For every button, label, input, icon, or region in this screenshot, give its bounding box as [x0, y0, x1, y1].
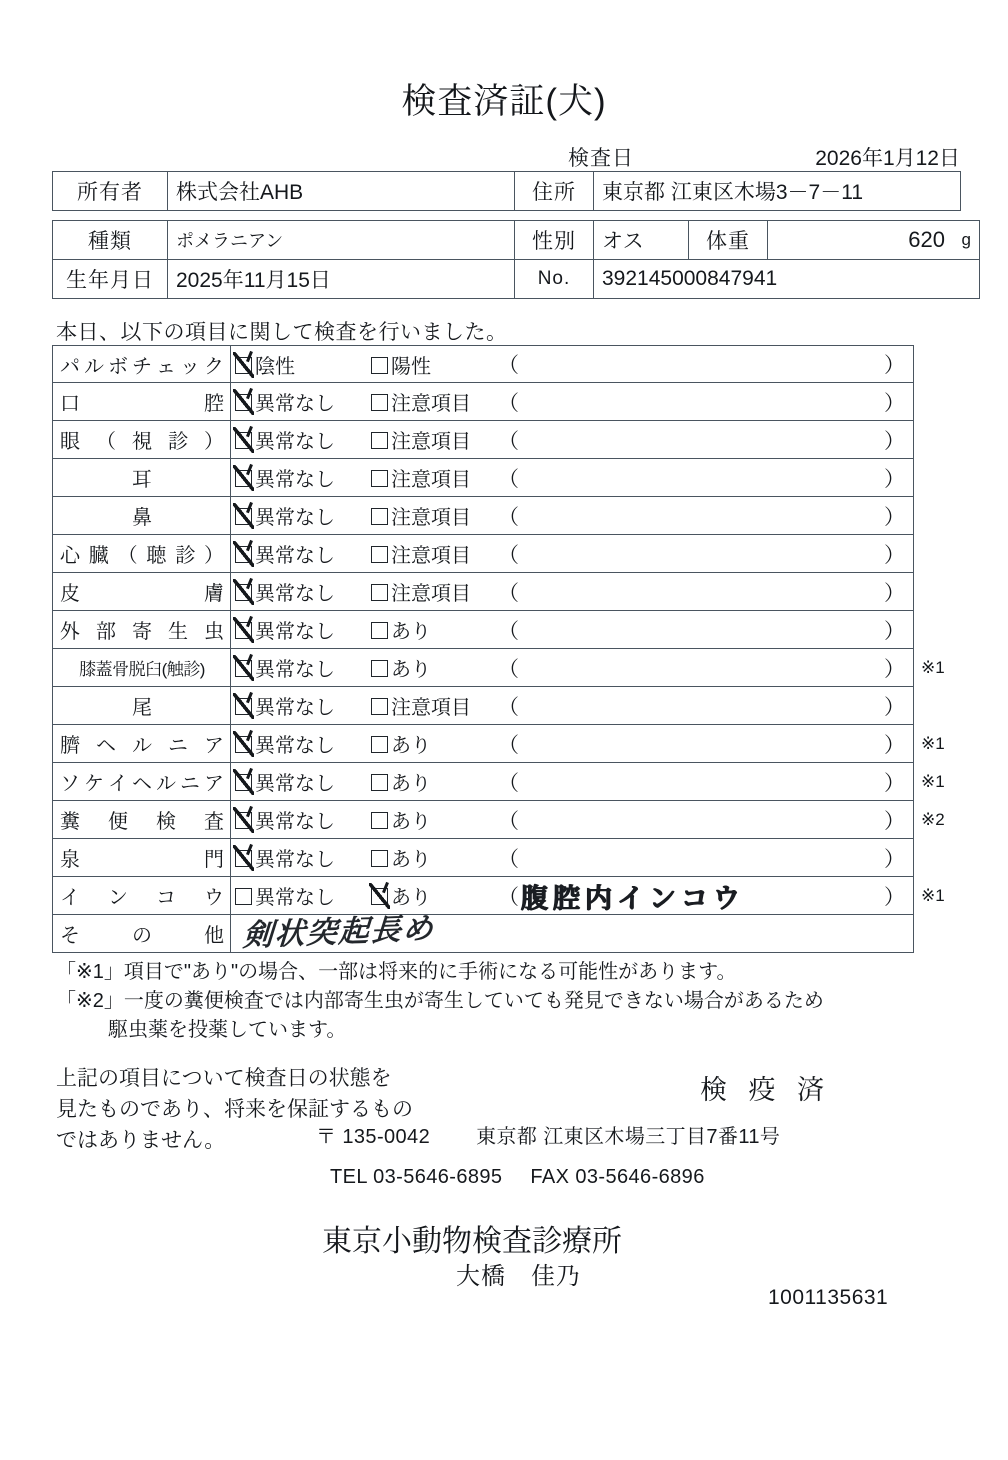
exam-option-a-label: 異常なし: [255, 621, 335, 643]
exam-option-b-label: 注意項目: [391, 697, 471, 719]
exam-row-label: 眼 （ 視 診 ）: [53, 421, 231, 458]
checkbox-icon[interactable]: [371, 736, 388, 753]
checkbox-icon[interactable]: [371, 660, 388, 677]
exam-row-12: [52, 763, 945, 801]
checkbox-icon[interactable]: [235, 888, 252, 905]
footnote-marker: ※1: [921, 657, 945, 677]
checkbox-checked-icon[interactable]: [235, 357, 252, 374]
checkbox-checked-icon[interactable]: [235, 622, 252, 639]
exam-row-label: 泉 門: [53, 839, 231, 876]
exam-option-a[interactable]: [235, 383, 335, 420]
exam-row-15: [52, 877, 945, 915]
remark-paren-close: ）: [884, 619, 905, 643]
exam-option-b-label: 注意項目: [391, 431, 471, 453]
exam-option-b[interactable]: [371, 459, 471, 496]
exam-row-7: [52, 573, 914, 611]
remark-paren-close: ）: [884, 581, 905, 605]
exam-row-10: [52, 687, 914, 725]
exam-row-label: イ ン コ ウ: [53, 877, 231, 914]
footnote-1: 「※1」項目で"あり"の場合、一部は将来的に手術になる可能性があります。: [56, 961, 737, 983]
postal-mark-and-code: [316, 1126, 430, 1148]
checkbox-checked-icon[interactable]: [235, 546, 252, 563]
exam-option-b-label: 陽性: [391, 355, 431, 378]
remark-paren-open: （: [498, 771, 519, 795]
address-label-cell: 住所: [515, 172, 594, 211]
exam-option-a[interactable]: [235, 839, 335, 876]
exam-option-b-label: あり: [391, 849, 431, 871]
exam-option-b[interactable]: [371, 687, 471, 724]
exam-option-a[interactable]: [235, 346, 295, 382]
exam-row-label: 糞 便 検 査: [53, 801, 231, 838]
exam-option-b[interactable]: [371, 383, 471, 420]
clinic-postal-line: [316, 1120, 780, 1149]
clinic-fax: FAX 03-5646-6896: [530, 1166, 705, 1188]
exam-option-a-label: 異常なし: [255, 849, 335, 871]
exam-option-a-label: 異常なし: [255, 507, 335, 529]
document-serial-number: 1001135631: [768, 1286, 889, 1309]
checkbox-checked-icon[interactable]: [235, 508, 252, 525]
table-row: [53, 172, 961, 211]
birthdate-value-cell: 2025年11月15日: [168, 260, 515, 299]
checkbox-checked-icon[interactable]: [235, 584, 252, 601]
checkbox-icon[interactable]: [371, 850, 388, 867]
exam-option-a-label: 異常なし: [255, 659, 335, 681]
sex-value-cell: オス: [594, 221, 689, 260]
exam-row-label: 尾: [53, 687, 231, 724]
exam-option-b[interactable]: [371, 725, 431, 762]
checkbox-checked-icon[interactable]: [235, 774, 252, 791]
footnote-2: 「※2」一度の糞便検査では内部寄生虫が寄生していても発見できない場合があるため: [56, 990, 824, 1012]
owner-value-cell: 株式会社AHB: [168, 172, 515, 211]
exam-option-a[interactable]: [235, 573, 335, 610]
clinic-name: 東京小動物検査診療所: [322, 1225, 622, 1258]
page-title: 検査済証(犬): [401, 82, 607, 121]
exam-option-b[interactable]: [371, 573, 471, 610]
intro-text: 本日、以下の項目に関して検査を行いました。: [56, 321, 508, 344]
checkbox-checked-icon[interactable]: [235, 660, 252, 677]
footnote-2-cont: 駆虫薬を投薬しています。: [108, 1019, 347, 1041]
exam-row-16: [52, 911, 914, 954]
checkbox-icon[interactable]: [371, 584, 388, 601]
clinic-address: 東京都 江東区木場三丁目7番11号: [476, 1126, 781, 1148]
remark-paren-open: （: [498, 619, 519, 643]
remark-paren-open: （: [498, 429, 519, 453]
clinic-person-name: 大橋 佳乃: [456, 1263, 581, 1290]
remark-paren-close: ）: [884, 657, 905, 681]
exam-option-b-label: あり: [391, 887, 431, 909]
checkbox-checked-icon[interactable]: [235, 736, 252, 753]
exam-option-a[interactable]: [235, 725, 335, 762]
exam-option-a-label: 異常なし: [255, 887, 335, 909]
exam-option-a-label: 異常なし: [255, 431, 335, 453]
remark-paren-close: ）: [884, 771, 905, 795]
remark-paren-open: （: [498, 847, 519, 871]
exam-option-a[interactable]: [235, 421, 335, 458]
remark-paren-close: ）: [884, 429, 905, 453]
exam-row-9: [52, 649, 945, 687]
exam-row-1: [52, 345, 914, 383]
exam-row-label: 口 腔: [53, 383, 231, 420]
exam-date-label: 検査日: [568, 147, 634, 170]
disclaimer-line-1: 上記の項目について検査日の状態を: [56, 1067, 392, 1090]
exam-row-2: [52, 383, 914, 421]
exam-option-b[interactable]: [371, 421, 471, 458]
exam-option-a[interactable]: [235, 687, 335, 724]
address-value-cell: 東京都 江東区木場3－7－11: [594, 172, 961, 211]
disclaimer-line-3: ではありません。: [56, 1129, 226, 1152]
checkbox-checked-icon[interactable]: [235, 698, 252, 715]
exam-row-label: 臍 ヘ ル ニ ア: [53, 725, 231, 762]
sex-label-cell: 性別: [515, 221, 594, 260]
exam-option-a-label: 異常なし: [255, 469, 335, 491]
remark-paren-open: （: [498, 695, 519, 719]
owner-info-table: [52, 171, 961, 211]
footnote-marker: ※1: [921, 885, 945, 905]
exam-row-11: [52, 725, 945, 763]
checkbox-icon[interactable]: [371, 394, 388, 411]
checkbox-icon[interactable]: [371, 546, 388, 563]
exam-option-b[interactable]: [371, 346, 431, 382]
owner-label-cell: 所有者: [53, 172, 168, 211]
exam-row-label: 皮 膚: [53, 573, 231, 610]
footnote-marker: ※2: [921, 809, 945, 829]
exam-option-b[interactable]: [371, 839, 431, 876]
exam-option-b-label: あり: [391, 659, 431, 681]
table-row: [53, 221, 980, 260]
exam-option-b[interactable]: [371, 611, 431, 648]
footnotes-block: [56, 958, 936, 1045]
checkbox-checked-icon[interactable]: [235, 850, 252, 867]
exam-option-b-label: あり: [391, 773, 431, 795]
remark-paren-close: ）: [884, 695, 905, 719]
exam-option-b-label: 注意項目: [391, 393, 471, 415]
exam-row-3: [52, 421, 914, 459]
other-row-handwriting: 剣状突起長め: [241, 911, 436, 954]
checkbox-icon[interactable]: [371, 470, 388, 487]
exam-option-a[interactable]: [235, 497, 335, 534]
remark-paren-close: ）: [884, 809, 905, 833]
clinic-tel: TEL 03-5646-6895: [330, 1166, 503, 1188]
exam-option-a[interactable]: [235, 649, 335, 686]
exam-option-b[interactable]: [371, 801, 431, 838]
checkbox-icon[interactable]: [371, 774, 388, 791]
checkbox-icon[interactable]: [371, 432, 388, 449]
exam-row-14: [52, 839, 914, 877]
remark-paren-close: ）: [884, 391, 905, 415]
exam-option-a[interactable]: [235, 801, 335, 838]
animal-detail-table: [52, 220, 980, 299]
checkbox-checked-icon[interactable]: [235, 394, 252, 411]
exam-option-b-label: あり: [391, 621, 431, 643]
exam-row-label: そ の 他: [53, 915, 231, 952]
exam-option-b[interactable]: [371, 649, 431, 686]
exam-row-label: パ ル ボ チ ェ ッ ク: [53, 346, 231, 382]
exam-option-b[interactable]: [371, 535, 471, 572]
remark-paren-close: ）: [884, 505, 905, 529]
breed-value-cell: ポメラニアン: [168, 221, 515, 260]
exam-row-4: [52, 459, 914, 497]
remark-paren-open: （: [498, 354, 519, 377]
exam-option-b-label: 注意項目: [391, 545, 471, 567]
exam-row-label: 外 部 寄 生 虫: [53, 611, 231, 648]
disclaimer-line-2: 見たものであり、将来を保証するもの: [56, 1098, 413, 1121]
remark-paren-open: （: [498, 391, 519, 415]
remark-paren-open: （: [498, 543, 519, 567]
remark-paren-close: ）: [884, 847, 905, 871]
remark-paren-open: （: [498, 505, 519, 529]
exam-option-a[interactable]: [235, 459, 335, 496]
exam-option-a[interactable]: [235, 535, 335, 572]
checkbox-icon[interactable]: [371, 698, 388, 715]
exam-option-b[interactable]: [371, 763, 431, 800]
table-row: [53, 260, 980, 299]
quarantine-stamp: 検 疫 済: [700, 1075, 832, 1105]
exam-option-a-label: 異常なし: [255, 735, 335, 757]
exam-option-a-label: 異常なし: [255, 773, 335, 795]
remark-paren-close: ）: [884, 885, 905, 909]
remark-paren-open: （: [498, 581, 519, 605]
remark-paren-open: （: [498, 885, 519, 909]
exam-date-row: [560, 142, 960, 170]
postal-code: 135-0042: [342, 1126, 431, 1148]
remark-paren-close: ）: [884, 733, 905, 757]
exam-option-a[interactable]: [235, 611, 335, 648]
exam-option-a-label: 異常なし: [255, 697, 335, 719]
remark-paren-open: （: [498, 809, 519, 833]
exam-row-13: [52, 801, 945, 839]
checkbox-checked-icon[interactable]: [235, 470, 252, 487]
breed-label-cell: 種類: [53, 221, 168, 260]
checkbox-icon[interactable]: [371, 357, 388, 374]
exam-option-a-label: 異常なし: [255, 393, 335, 415]
remark-paren-open: （: [498, 467, 519, 491]
exam-option-b-label: 注意項目: [391, 583, 471, 605]
exam-option-b-label: あり: [391, 811, 431, 833]
checkbox-checked-icon[interactable]: [371, 888, 388, 905]
checkbox-icon[interactable]: [371, 508, 388, 525]
exam-option-b[interactable]: [371, 497, 471, 534]
exam-date-value: 2026年1月12日: [815, 147, 960, 170]
exam-option-b-label: 注意項目: [391, 507, 471, 529]
exam-option-a-label: 異常なし: [255, 583, 335, 605]
remark-paren-open: （: [498, 733, 519, 757]
weight-number: 620: [908, 227, 945, 252]
exam-row-8: [52, 611, 914, 649]
weight-unit: g: [961, 230, 971, 249]
no-value-cell: 392145000847941: [594, 260, 980, 299]
no-label-cell: No.: [515, 260, 594, 299]
weight-label-cell: 体重: [689, 221, 768, 260]
remark-paren-close: ）: [884, 354, 905, 377]
exam-row-label: 心 臓 （ 聴 診 ）: [53, 535, 231, 572]
exam-option-b-label: あり: [391, 735, 431, 757]
exam-row-label: 耳: [53, 459, 231, 496]
checkbox-checked-icon[interactable]: [235, 432, 252, 449]
exam-option-b-label: 注意項目: [391, 469, 471, 491]
exam-option-a[interactable]: [235, 763, 335, 800]
exam-row-label: 鼻: [53, 497, 231, 534]
checkbox-icon[interactable]: [371, 622, 388, 639]
examination-table: [52, 345, 945, 954]
checkbox-icon[interactable]: [371, 812, 388, 829]
footnote-marker: ※1: [921, 733, 945, 753]
birthdate-label-cell: 生年月日: [53, 260, 168, 299]
remark-paren-open: （: [498, 657, 519, 681]
exam-option-a-label: 陰性: [255, 355, 295, 378]
exam-row-6: [52, 535, 914, 573]
exam-row-5: [52, 497, 914, 535]
remark-paren-close: ）: [884, 543, 905, 567]
remark-paren-close: ）: [884, 467, 905, 491]
exam-option-a-label: 異常なし: [255, 811, 335, 833]
weight-value-cell: [768, 221, 980, 260]
postal-mark-icon: 〒: [316, 1126, 337, 1148]
checkbox-checked-icon[interactable]: [235, 812, 252, 829]
clinic-tel-line: [330, 1166, 705, 1189]
exam-option-a-label: 異常なし: [255, 545, 335, 567]
remark-stamp-text: 腹腔内インコウ: [521, 883, 745, 913]
footnote-marker: ※1: [921, 771, 945, 791]
exam-row-label: 膝蓋骨脱臼(触診): [53, 649, 231, 686]
exam-row-label: ソ ケ イ ヘ ル ニ ア: [53, 763, 231, 800]
